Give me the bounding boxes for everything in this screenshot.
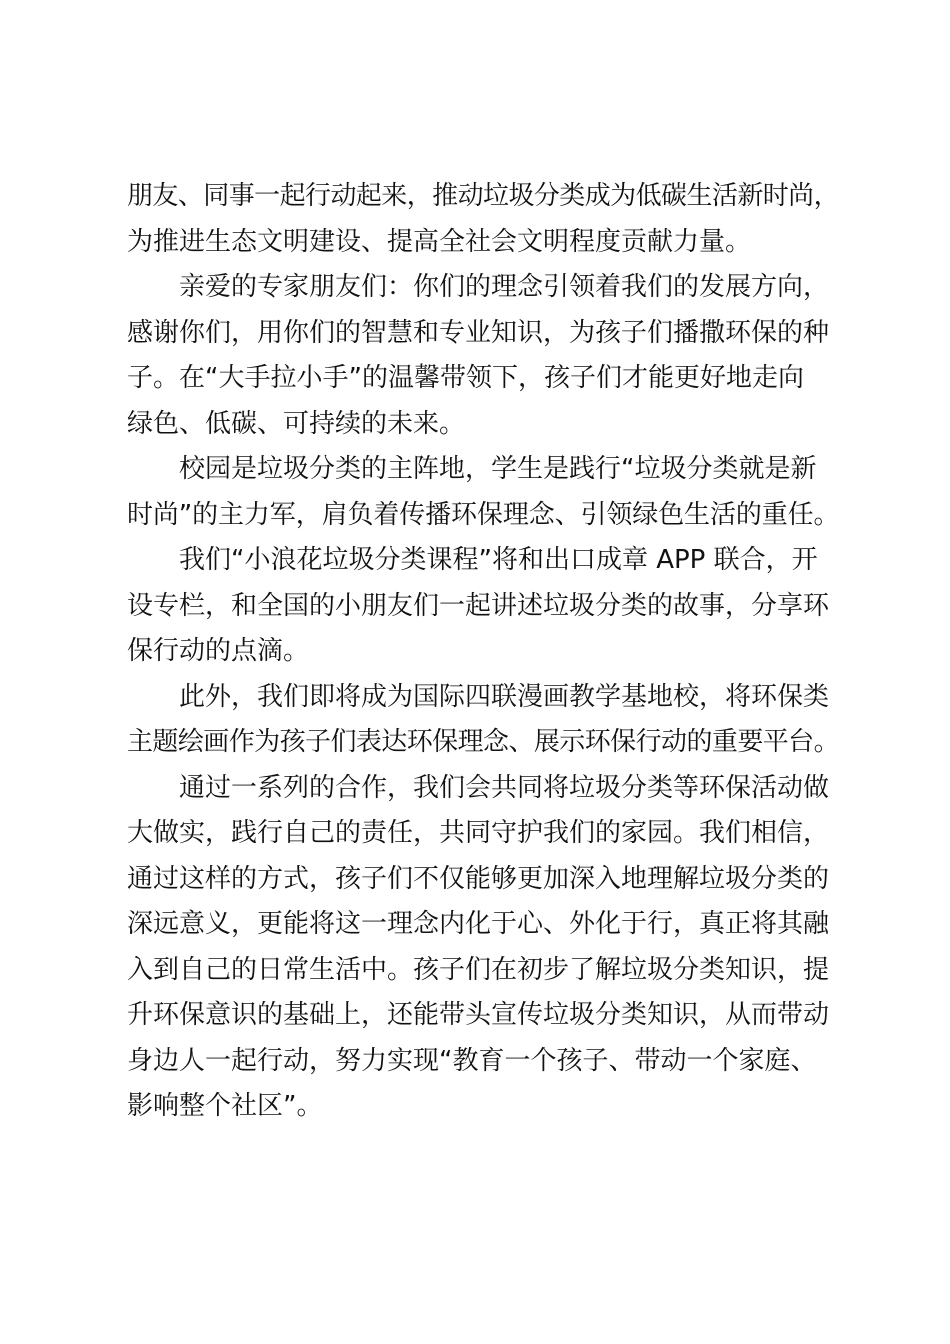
text-line: 深远意义，更能将这一理念内化于心、外化于行，真正将其融	[127, 909, 830, 939]
paragraph	[127, 174, 839, 265]
paragraph	[127, 538, 839, 675]
text-line: 朋友、同事一起行动起来，推动垃圾分类成为低碳生活新时尚，	[127, 181, 840, 211]
text-line: 时尚”的主力军，肩负着传播环保理念、引领绿色生活的重任。	[127, 499, 840, 530]
text-line: 身边人一起行动，努力实现“教育一个孩子、带动一个家庭、	[127, 1045, 817, 1076]
paragraph	[127, 265, 839, 447]
paragraph	[127, 675, 839, 766]
text-line: 绿色、低碳、可持续的未来。	[127, 408, 466, 439]
text-line: 大做实，践行自己的责任，共同守护我们的家园。我们相信，	[127, 818, 830, 848]
text-line: 入到自己的日常生活中。孩子们在初步了解垃圾分类知识，提	[127, 954, 830, 985]
text-line: 通过一系列的合作，我们会共同将垃圾分类等环保活动做	[127, 772, 830, 803]
text-line: 为推进生态文明建设、提高全社会文明程度贡献力量。	[127, 226, 752, 257]
text-line: 设专栏，和全国的小朋友们一起讲述垃圾分类的故事，分享环	[127, 590, 830, 621]
text-line: 此外，我们即将成为国际四联漫画教学基地校，将环保类	[127, 681, 830, 712]
text-line: 子。在“大手拉小手”的温馨带领下，孩子们才能更好地走向	[127, 363, 804, 393]
text-line: 保行动的点滴。	[127, 636, 310, 666]
text-line: 主题绘画作为孩子们表达环保理念、展示环保行动的重要平台。	[127, 727, 840, 757]
text-line: 校园是垃圾分类的主阵地，学生是践行“垃圾分类就是新	[127, 454, 817, 484]
text-line: 升环保意识的基础上，还能带头宣传垃圾分类知识，从而带动	[127, 1000, 830, 1030]
text-line: 亲爱的专家朋友们：你们的理念引领着我们的发展方向，	[127, 272, 830, 302]
document-body	[127, 174, 839, 1130]
paragraph	[127, 766, 839, 1130]
text-line: 通过这样的方式，孩子们不仅能够更加深入地理解垃圾分类的	[127, 863, 830, 894]
text-line: 感谢你们，用你们的智慧和专业知识，为孩子们播撒环保的种	[127, 317, 830, 348]
text-line: 影响整个社区”。	[127, 1091, 323, 1121]
paragraph	[127, 447, 839, 538]
text-line: 我们“小浪花垃圾分类课程”将和出口成章 APP 联合，开	[127, 545, 818, 575]
